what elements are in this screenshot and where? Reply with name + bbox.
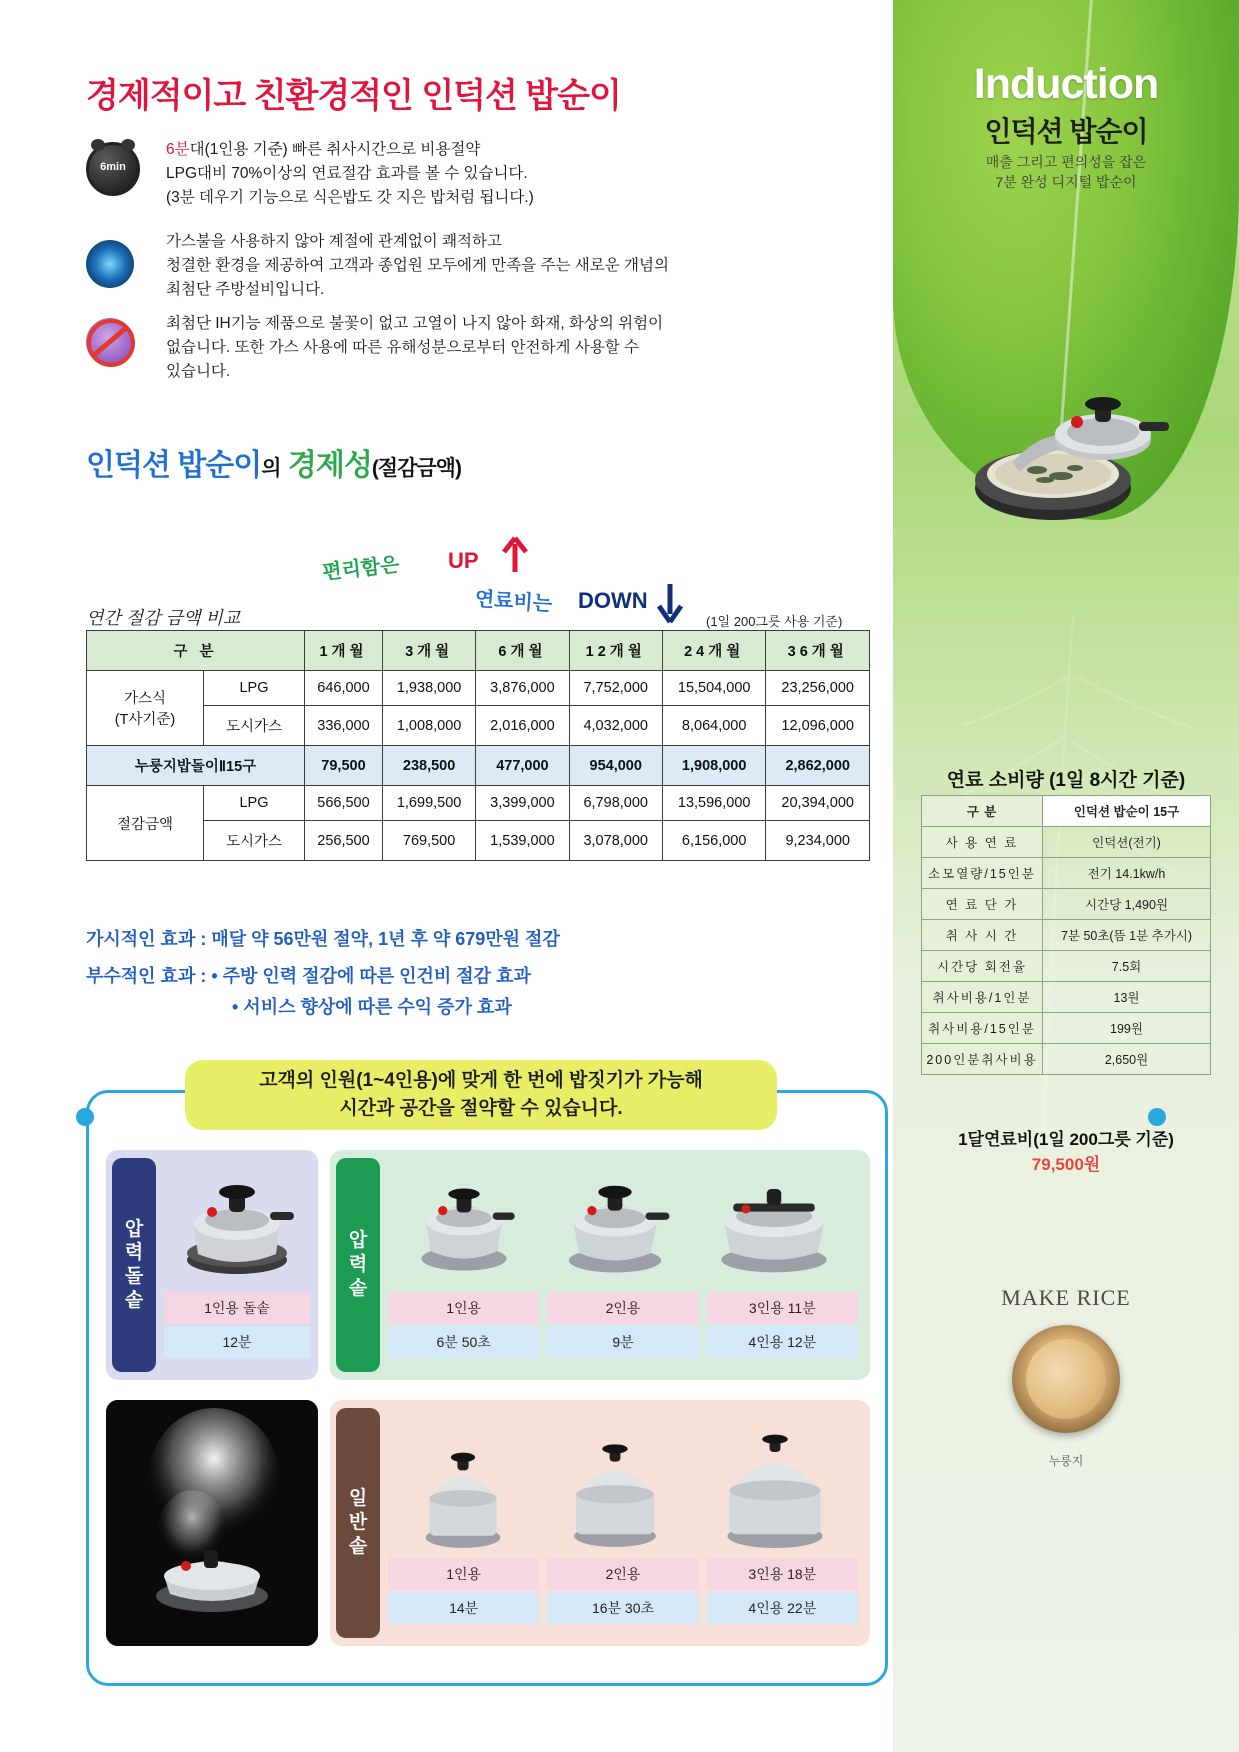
panel-tab-pressure: 압 력 솥 [336, 1158, 380, 1372]
pot-name: 1인용 돌솥 [204, 1300, 270, 1316]
benefit-text-1: 대(1인용 기준) 빠른 취사시간으로 비용절약 [189, 141, 481, 158]
pot-image-normal-1 [407, 1426, 519, 1554]
benefit-item-speed [166, 138, 816, 210]
fuel-row-label: 취 사 시 간 [922, 920, 1043, 951]
fuel-row-value: 7분 50초(뜸 1분 추가시) [1043, 920, 1211, 951]
cell: 12,096,000 [766, 706, 870, 746]
pot-image-pressure-1 [404, 1158, 524, 1278]
cell: 336,000 [305, 706, 383, 746]
cell: 2,862,000 [766, 746, 870, 786]
pot-name-row-pressure [388, 1292, 858, 1324]
fuel-table-row [922, 1044, 1211, 1075]
cell: 1,908,000 [662, 746, 766, 786]
fuel-table-title: 연료 소비량 (1일 8시간 기준) [946, 770, 1186, 791]
cell: 23,256,000 [766, 671, 870, 706]
panel-pressure-pot [330, 1150, 870, 1380]
savings-col-0: 구 분 [87, 631, 305, 671]
brand-description [893, 152, 1239, 193]
pot-name-row-normal [388, 1558, 858, 1590]
pot-name: 3인용 11분 [707, 1292, 858, 1324]
fuel-row-value: 2,650원 [1043, 1044, 1211, 1075]
fuel-row-value: 전기 14.1kw/h [1043, 858, 1211, 889]
savings-col-5: 24개월 [662, 631, 766, 671]
economy-section-title [86, 440, 461, 484]
brand-title-en: Induction [973, 60, 1159, 108]
compare-note: (1일 200그릇 사용 기준) [706, 614, 843, 629]
no-gas-icon [86, 318, 134, 366]
cell: 1,938,000 [382, 671, 475, 706]
savings-table-header-row [87, 631, 870, 671]
brand-desc-line1: 매출 그리고 편의성을 잡은 [985, 154, 1147, 170]
monthly-fuel-price: 79,500원 [1031, 1155, 1101, 1174]
benefit-lead-1: 6분 [166, 141, 190, 158]
row-label-product: 누룽지밥돌이Ⅱ15구 [87, 746, 305, 786]
pot-image-stone [172, 1160, 302, 1278]
fuel-table-row [922, 889, 1211, 920]
cell: 566,500 [305, 786, 383, 821]
fuel-row-value: 7.5회 [1043, 951, 1211, 982]
fuel-header-cell-0: 구 분 [922, 796, 1043, 827]
arrow-up-icon [500, 534, 530, 574]
fuel-row-value: 인덕션(전기) [1043, 827, 1211, 858]
right-sidebar [893, 0, 1239, 1752]
panel-normal-pot [330, 1400, 870, 1646]
pot-time-row-normal [388, 1592, 858, 1624]
cell: 3,078,000 [569, 821, 662, 861]
connector-dot-left [76, 1108, 94, 1126]
callout-line2: 시간과 공간을 절약할 수 있습니다. [339, 1098, 623, 1119]
row-label: 도시가스 [204, 821, 305, 861]
cell: 1,008,000 [382, 706, 475, 746]
fuel-row-value: 13원 [1043, 982, 1211, 1013]
up-word: UP [448, 548, 479, 573]
savings-col-2: 3개월 [382, 631, 475, 671]
fuel-table-row [922, 920, 1211, 951]
cell: 646,000 [305, 671, 383, 706]
pot-image-pressure-3 [706, 1158, 842, 1278]
fuel-row-label: 시간당 회전율 [922, 951, 1043, 982]
brand-desc-line2: 7분 완성 디지털 밥순이 [995, 174, 1137, 191]
pot-time: 16분 30초 [547, 1592, 698, 1624]
economy-title-c: 경제성 [287, 449, 372, 482]
fuel-table-row [922, 951, 1211, 982]
cell: 20,394,000 [766, 786, 870, 821]
cell: 7,752,000 [569, 671, 662, 706]
fuel-table-header-row [922, 796, 1211, 827]
extra-effect-1: • 주방 인력 절감에 따른 인건비 절감 효과 [211, 966, 531, 986]
row-label: 도시가스 [204, 706, 305, 746]
cell: 15,504,000 [662, 671, 766, 706]
connector-dot-right [1148, 1108, 1166, 1126]
pot-time: 14분 [388, 1592, 539, 1624]
pot-time: 6분 50초 [388, 1326, 539, 1358]
compare-label: 연간 절감 금액 비교 [86, 608, 241, 628]
group-label-savings: 절감금액 [87, 786, 204, 861]
fuel-header-cell-1: 인덕션 밥순이 15구 [1043, 796, 1211, 827]
clock-icon [86, 142, 140, 196]
make-rice-heading: MAKE RICE [1001, 1285, 1131, 1310]
pot-image-normal-2 [556, 1420, 674, 1554]
extra-effect-head: 부수적인 효과 : [86, 966, 212, 986]
savings-table [86, 630, 870, 861]
cell: 9,234,000 [766, 821, 870, 861]
pot-name: 3인용 18분 [707, 1558, 858, 1590]
cell: 6,798,000 [569, 786, 662, 821]
benefit-text-2: LPG대비 70%이상의 연료절감 효과를 볼 수 있습니다. [166, 165, 528, 183]
row-label: LPG [204, 671, 305, 706]
fuel-row-label: 200인분취사비용 [922, 1044, 1043, 1075]
fuel-row-label: 취사비용/15인분 [922, 1013, 1043, 1044]
fuel-row-label: 사 용 연 료 [922, 827, 1043, 858]
fuel-table-row [922, 982, 1211, 1013]
cell: 954,000 [569, 746, 662, 786]
row-label: LPG [204, 786, 305, 821]
pot-image-pressure-2 [555, 1158, 675, 1278]
panel-pressure-stone-pot [106, 1150, 318, 1380]
pot-name: 1인용 [388, 1558, 539, 1590]
fuel-row-value: 199원 [1043, 1013, 1211, 1044]
panel-tab-normal: 일 반 솥 [336, 1408, 380, 1638]
cell: 6,156,000 [662, 821, 766, 861]
convenience-up-label: 편리함은 [321, 554, 401, 584]
fuel-row-value: 시간당 1,490원 [1043, 889, 1211, 920]
economy-title-d: (절감금액) [371, 457, 461, 480]
induction-flame-icon [86, 240, 134, 288]
clock-icon-label: 6min [100, 161, 126, 173]
pot-name-row-stone [164, 1292, 310, 1324]
benefit-item-safety [166, 312, 826, 384]
fuel-table-row [922, 858, 1211, 889]
fuel-table-row [922, 827, 1211, 858]
pot-time: 12분 [222, 1334, 252, 1350]
fuel-down-label: 연료비는 [474, 588, 553, 616]
visible-effect-text: 가시적인 효과 : 매달 약 56만원 절약, 1년 후 약 679만원 절감 [86, 929, 560, 949]
pot-time: 4인용 12분 [707, 1326, 858, 1358]
benefit2-text-3: 최첨단 주방설비입니다. [166, 281, 325, 299]
savings-col-1: 1개월 [305, 631, 383, 671]
fuel-consumption-table [921, 795, 1211, 1075]
group-label-gas: 가스식 (T사기준) [87, 671, 204, 746]
cell: 3,876,000 [476, 671, 569, 706]
cell: 1,539,000 [476, 821, 569, 861]
cell: 79,500 [305, 746, 383, 786]
table-row [87, 786, 870, 821]
benefit3-text-2: 없습니다. 또한 가스 사용에 따른 유해성분으로부터 안전하게 사용할 수 [166, 339, 639, 357]
fuel-table-row [922, 1013, 1211, 1044]
cell: 238,500 [382, 746, 475, 786]
table-row-highlight [87, 746, 870, 786]
fuel-row-label: 소모열량/15인분 [922, 858, 1043, 889]
pot-name: 2인용 [547, 1292, 698, 1324]
pot-time-row-pressure [388, 1326, 858, 1358]
cell: 4,032,000 [569, 706, 662, 746]
pot-name: 1인용 [388, 1292, 539, 1324]
extra-effect-2: • 서비스 향상에 따른 수익 증가 효과 [232, 997, 512, 1017]
pot-name: 2인용 [547, 1558, 698, 1590]
pot-image-normal-3 [711, 1414, 839, 1554]
benefit3-text-1: 최첨단 IH기능 제품으로 불꽃이 없고 고열이 나지 않아 화재, 화상의 위험이 [166, 315, 664, 332]
benefit3-text-3: 있습니다. [166, 363, 231, 381]
arrow-down-icon [655, 580, 685, 624]
benefit2-text-1: 가스불을 사용하지 않아 계절에 관계없이 쾌적하고 [166, 233, 502, 250]
cell: 13,596,000 [662, 786, 766, 821]
savings-col-6: 36개월 [766, 631, 870, 671]
panel-tab-pressure-stone: 압 력 돌 솥 [112, 1158, 156, 1372]
savings-col-4: 12개월 [569, 631, 662, 671]
fuel-row-label: 연 료 단 가 [922, 889, 1043, 920]
table-row [87, 706, 870, 746]
cell: 8,064,000 [662, 706, 766, 746]
pot-time: 9분 [547, 1326, 698, 1358]
cell: 769,500 [382, 821, 475, 861]
monthly-fuel-label: 1달연료비(1일 200그릇 기준) [958, 1130, 1174, 1149]
benefit-text-3: (3분 데우기 기능으로 식은밥도 갓 지은 밥처럼 됩니다.) [166, 189, 534, 207]
fuel-row-label: 취사비용/1인분 [922, 982, 1043, 1013]
pot-time: 4인용 22분 [707, 1592, 858, 1624]
cell: 477,000 [476, 746, 569, 786]
steam-image [106, 1400, 318, 1646]
cell: 256,500 [305, 821, 383, 861]
extra-effect-label [86, 962, 531, 988]
pot-time-row-stone [164, 1326, 310, 1358]
page-title: 경제적이고 친환경적인 인덕션 밥순이 [86, 77, 621, 115]
rice-caption: 누룽지 [1048, 1454, 1084, 1468]
economy-title-b: 의 [261, 457, 281, 480]
steam-photo [106, 1400, 318, 1646]
rice-bowl-photo [1012, 1325, 1120, 1433]
callout-banner [185, 1060, 777, 1130]
cell: 3,399,000 [476, 786, 569, 821]
callout-line1: 고객의 인원(1~4인용)에 맞게 한 번에 밥짓기가 가능해 [259, 1070, 703, 1092]
benefit-item-clean [166, 230, 826, 302]
cell: 2,016,000 [476, 706, 569, 746]
cell: 1,699,500 [382, 786, 475, 821]
table-row [87, 671, 870, 706]
economy-title-a: 인덕션 밥순이 [86, 449, 262, 482]
savings-col-3: 6개월 [476, 631, 569, 671]
benefit2-text-2: 청결한 환경을 제공하여 고객과 종업원 모두에게 만족을 주는 새로운 개념의 [166, 257, 669, 275]
down-word: DOWN [578, 588, 648, 613]
table-row [87, 821, 870, 861]
brand-title-kr: 인덕션 밥순이 [984, 116, 1148, 147]
product-photo-cooker [953, 370, 1193, 530]
